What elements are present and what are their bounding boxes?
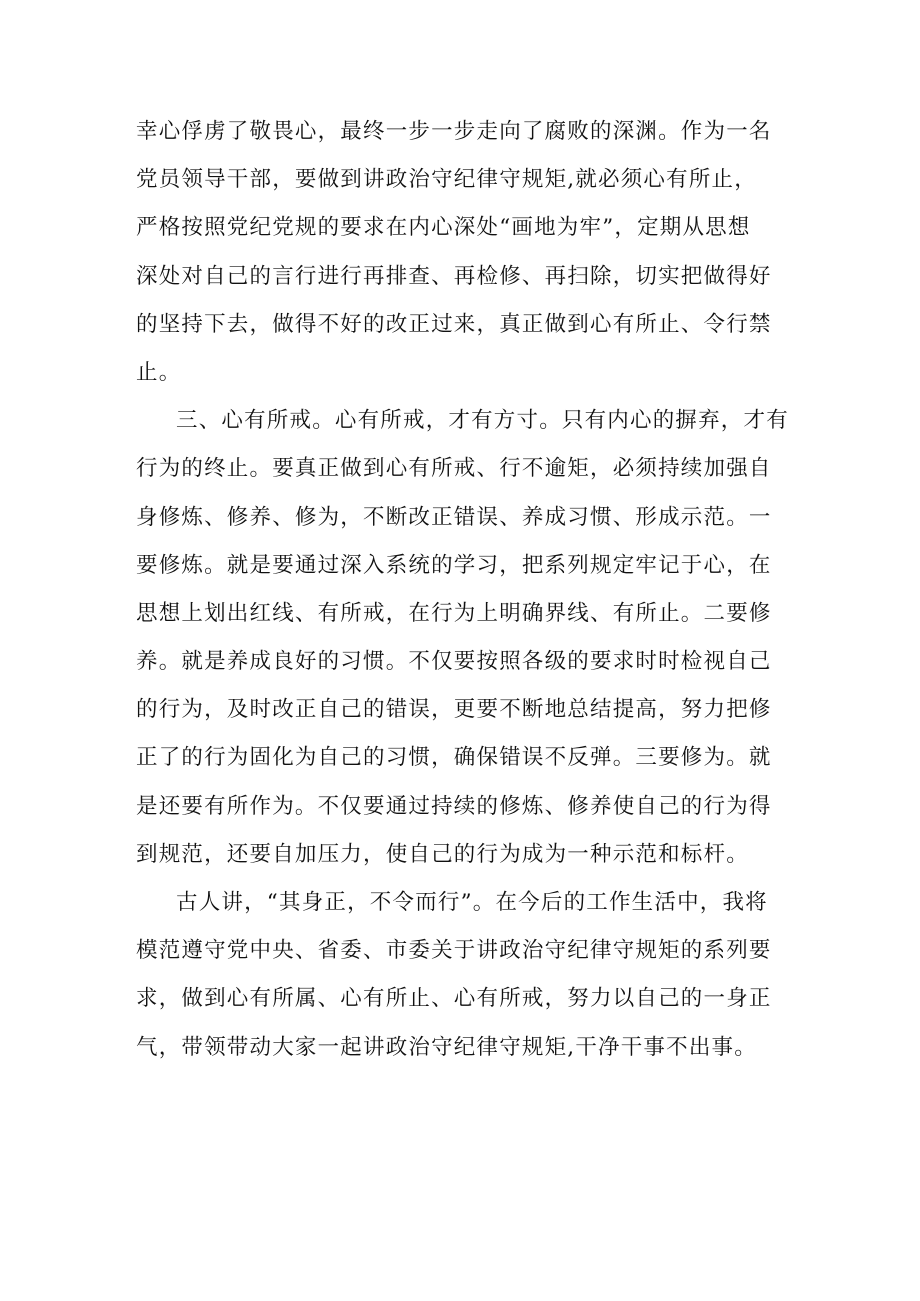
text-line: 要修炼。就是要通过深入系统的学习，把系列规定牢记于心，在 (136, 552, 772, 578)
text-line: 气，带领带动大家一起讲政治守纪律守规矩,干净干事不出事。 (136, 1034, 757, 1060)
text-line: 思想上划出红线、有所戒，在行为上明确界线、有所止。二要修 (136, 600, 772, 626)
text-line: 古人讲，“其身正，不令而行”。在今后的工作生活中，我将 (176, 890, 768, 915)
paragraph-1 (136, 108, 788, 397)
text-line: 的坚持下去，做得不好的改正过来，真正做到心有所止、令行禁 (136, 311, 772, 337)
text-line: 到规范，还要自加压力，使自己的行为成为一种示范和标杆。 (136, 841, 749, 867)
text-line: 求，做到心有所属、心有所止、心有所戒，努力以自己的一身正 (136, 986, 772, 1012)
text-line: 是还要有所作为。不仅要通过持续的修炼、修养使自己的行为得 (136, 793, 772, 819)
text-line: 行为的终止。要真正做到心有所戒、行不逾矩，必须持续加强自 (136, 456, 772, 482)
text-line: 正了的行为固化为自己的习惯，确保错误不反弹。三要修为。就 (136, 745, 772, 771)
text-line: 严格按照党纪党规的要求在内心深处“画地为牢”，定期从思想 (136, 215, 751, 241)
text-line: 养。就是养成良好的习惯。不仅要按照各级的要求时时检视自己 (136, 649, 772, 675)
text-line: 党员领导干部，要做到讲政治守纪律守规矩,就必须心有所止， (136, 167, 757, 193)
text-line: 幸心俘虏了敬畏心，最终一步一步走向了腐败的深渊。作为一名 (136, 119, 772, 144)
text-line: 三、心有所戒。心有所戒，才有方寸。只有内心的摒弃，才有 (176, 408, 789, 434)
text-line: 的行为，及时改正自己的错误，更要不断地总结提高，努力把修 (136, 697, 772, 723)
body-text (136, 108, 788, 1072)
paragraph-3 (136, 879, 788, 1072)
paragraph-2 (136, 397, 788, 879)
text-line: 止。 (136, 359, 182, 385)
text-line: 模范遵守党中央、省委、市委关于讲政治守纪律守规矩的系列要 (136, 938, 772, 964)
text-line: 深处对自己的言行进行再排查、再检修、再扫除，切实把做得好 (136, 263, 772, 289)
text-line: 身修炼、修养、修为，不断改正错误、养成习惯、形成示范。一 (136, 504, 772, 530)
